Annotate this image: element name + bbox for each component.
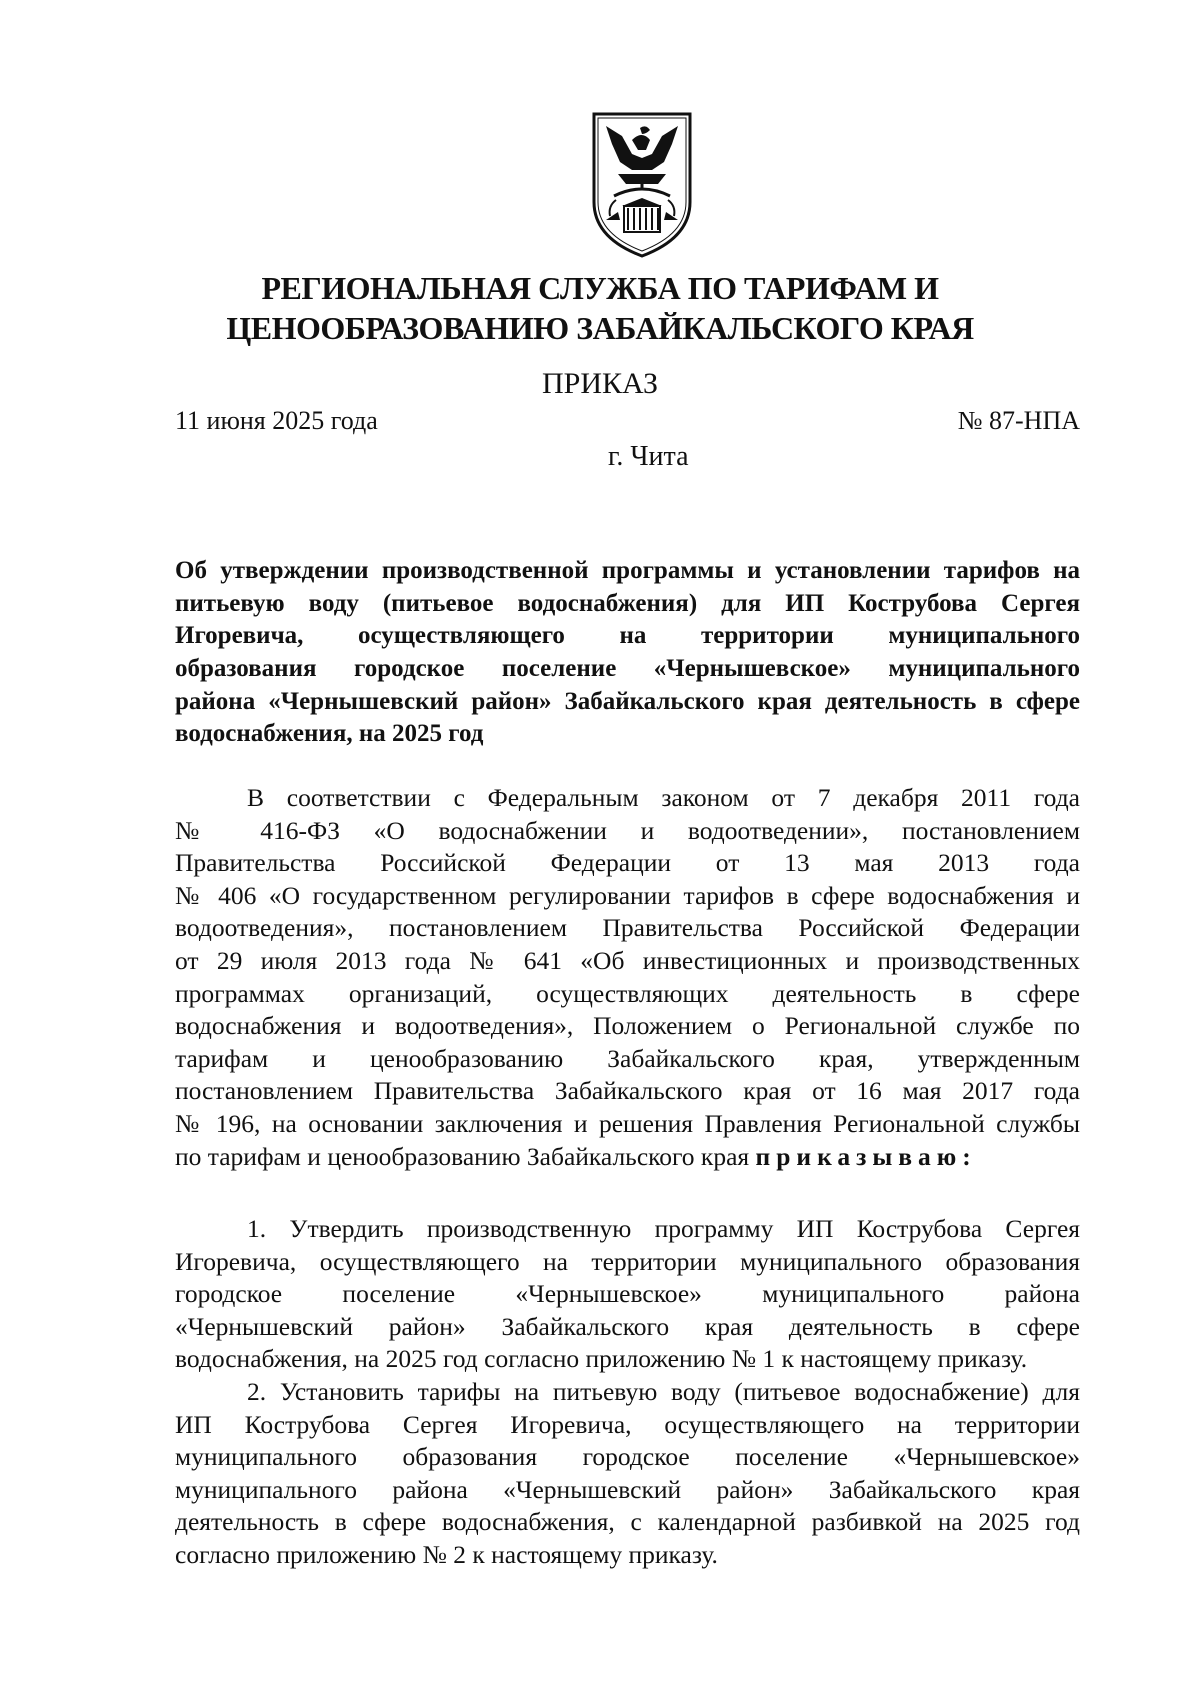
document-date: 11 июня 2025 года [175, 406, 378, 435]
preamble-line: В соответствии с Федеральным законом от 7 декабря 2011 года [247, 783, 1080, 812]
subject-line: Об утверждении производственной программы и установлении тарифов на [175, 557, 1080, 584]
preamble-line: № 416-ФЗ «О водоснабжении и водоотведении», постановлением [175, 815, 1080, 845]
preamble-line: водоснабжения и водоотведения», Положением о Региональной службе по [175, 1011, 1080, 1041]
item2-line: муниципального района «Чернышевский район» Забайкальского края [175, 1474, 1080, 1504]
document-subject [175, 555, 1080, 751]
order-item-2 [175, 1376, 1080, 1572]
item1-line: 1. Утвердить производственную программу ИП Кострубова Сергея [247, 1214, 1080, 1243]
coat-of-arms-icon [588, 110, 696, 260]
preamble-line: № 196, на основании заключения и решения Правления Региональной службы [175, 1108, 1080, 1138]
preamble-line: программах организаций, осуществляющих деятельность в сфере [175, 978, 1080, 1008]
preamble-last-text: по тарифам и ценообразованию Забайкальского края [175, 1141, 750, 1171]
subject-line: питьевую воду (питьевое водоснабжения) для ИП Кострубова Сергея [175, 589, 1080, 617]
order-word: приказываю: [755, 1141, 977, 1171]
item1-line: городское поселение «Чернышевское» муниципального района [175, 1279, 1080, 1309]
subject-line: образования городское поселение «Чернышевское» муниципального [175, 655, 1080, 683]
org-title-line2: ЦЕНООБРАЗОВАНИЮ ЗАБАЙКАЛЬСКОГО КРАЯ [226, 310, 974, 346]
item2-line: согласно приложению № 2 к настоящему приказу. [175, 1539, 718, 1569]
item2-line: 2. Установить тарифы на питьевую воду (питьевое водоснабжение) для [247, 1377, 1080, 1406]
subject-line: района «Чернышевский район» Забайкальского края деятельность в сфере [175, 687, 1080, 715]
preamble-line: от 29 июля 2013 года № 641 «Об инвестиционных и производственных [175, 945, 1080, 975]
subject-line: Игоревича, осуществляющего на территории муниципального [175, 622, 1080, 650]
preamble-paragraph [175, 782, 1080, 1173]
preamble-line: постановлением Правительства Забайкальского края от 16 мая 2017 года [175, 1076, 1080, 1106]
document-number: № 87-НПА [957, 406, 1080, 435]
preamble-line: № 406 «О государственном регулировании тарифов в сфере водоснабжения и [175, 880, 1080, 910]
order-item-1 [175, 1213, 1080, 1376]
preamble-last-line [175, 1141, 1080, 1174]
item2-line: муниципального образования городское поселение «Чернышевское» [175, 1442, 1080, 1472]
document-type: ПРИКАЗ [542, 367, 658, 400]
item2-line: деятельность в сфере водоснабжения, с календарной разбивкой на 2025 год [175, 1507, 1080, 1537]
item1-line: «Чернышевский район» Забайкальского края деятельность в сфере [175, 1311, 1080, 1341]
org-title-line1: РЕГИОНАЛЬНАЯ СЛУЖБА ПО ТАРИФАМ И [261, 270, 939, 306]
item1-line: водоснабжения, на 2025 год согласно приложению № 1 к настоящему приказу. [175, 1344, 1028, 1374]
preamble-line: водоотведения», постановлением Правительства Российской Федерации [175, 913, 1080, 943]
item2-line: ИП Кострубова Сергея Игоревича, осуществляющего на территории [175, 1409, 1080, 1439]
item1-line: Игоревича, осуществляющего на территории муниципального образования [175, 1246, 1080, 1276]
preamble-line: тарифам и ценообразованию Забайкальского края, утвержденным [175, 1043, 1080, 1073]
document-city: г. Чита [608, 441, 689, 472]
subject-line: водоснабжения, на 2025 год [175, 720, 484, 748]
preamble-line: Правительства Российской Федерации от 13 мая 2013 года [175, 848, 1080, 878]
